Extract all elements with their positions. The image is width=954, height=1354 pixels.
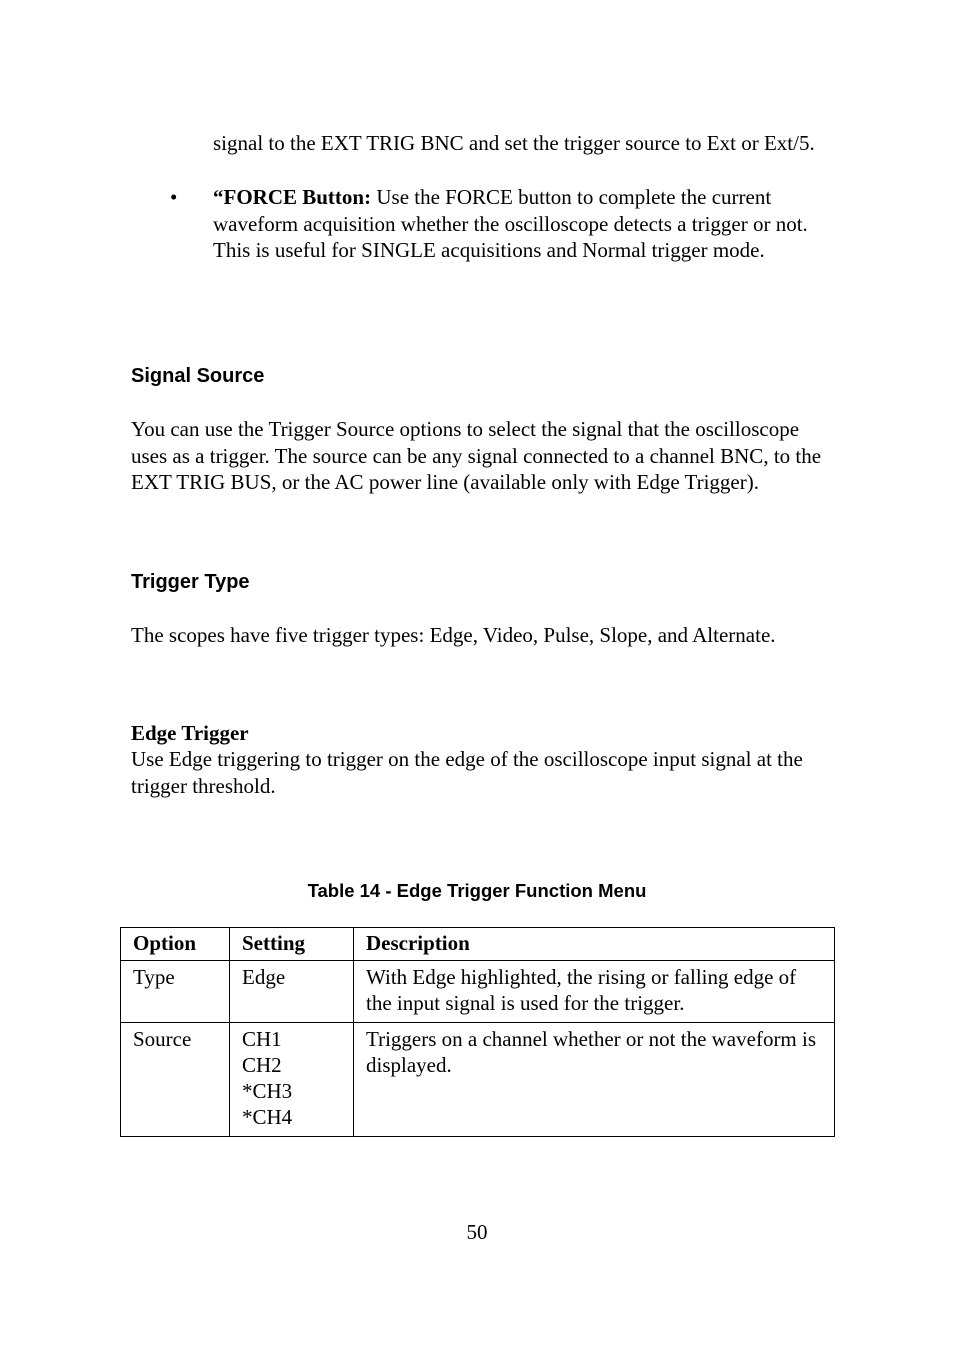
header-setting: Setting: [230, 928, 354, 961]
setting-value: CH2: [242, 1053, 282, 1077]
edge-trigger-table: [120, 927, 835, 1137]
header-option: Option: [121, 928, 230, 961]
header-description: Description: [354, 928, 835, 961]
table-caption: Table 14 - Edge Trigger Function Menu: [307, 880, 647, 901]
page-number: 50: [466, 1220, 488, 1244]
table-header-row: [121, 928, 835, 961]
edge-trigger-heading: Edge Trigger: [131, 721, 249, 745]
trigger-type-heading: Trigger Type: [131, 571, 250, 593]
setting-value: *CH4: [242, 1105, 293, 1129]
continuation-paragraph: signal to the EXT TRIG BNC and set the trigger source to Ext or Ext/5.: [213, 131, 815, 155]
setting-value: Edge: [242, 965, 286, 989]
cell-setting: [230, 961, 354, 1023]
edge-trigger-paragraph: Use Edge triggering to trigger on the edge of the oscilloscope input signal at the trigger threshold.: [131, 747, 803, 798]
cell-description: With Edge highlighted, the rising or falling edge of the input signal is used for the trigger.: [354, 961, 835, 1023]
bullet-icon: •: [170, 185, 178, 209]
cell-setting: [230, 1023, 354, 1137]
bullet-body: Use the FORCE button to complete the current waveform acquisition whether the oscilloscope detects a trigger or not. This is useful for SINGLE acquisitions and Normal trigger mode.: [213, 185, 808, 262]
cell-description: Triggers on a channel whether or not the waveform is displayed.: [354, 1023, 835, 1137]
cell-option: Source: [121, 1023, 230, 1137]
table-row: [121, 961, 835, 1023]
signal-source-paragraph: You can use the Trigger Source options to select the signal that the oscilloscope uses as a trigger. The source can be any signal connected to a channel BNC, to the EXT TRIG BUS, or the AC power line (available only with Edge Trigger).: [131, 417, 822, 494]
trigger-type-paragraph: The scopes have five trigger types: Edge, Video, Pulse, Slope, and Alternate.: [131, 623, 776, 647]
bullet-text: [213, 184, 823, 264]
signal-source-heading: Signal Source: [131, 365, 265, 387]
table-row: [121, 1023, 835, 1137]
setting-value: CH1: [242, 1027, 282, 1051]
setting-value: *CH3: [242, 1079, 293, 1103]
bullet-bold-label: “FORCE Button:: [213, 185, 372, 209]
cell-option: Type: [121, 961, 230, 1023]
